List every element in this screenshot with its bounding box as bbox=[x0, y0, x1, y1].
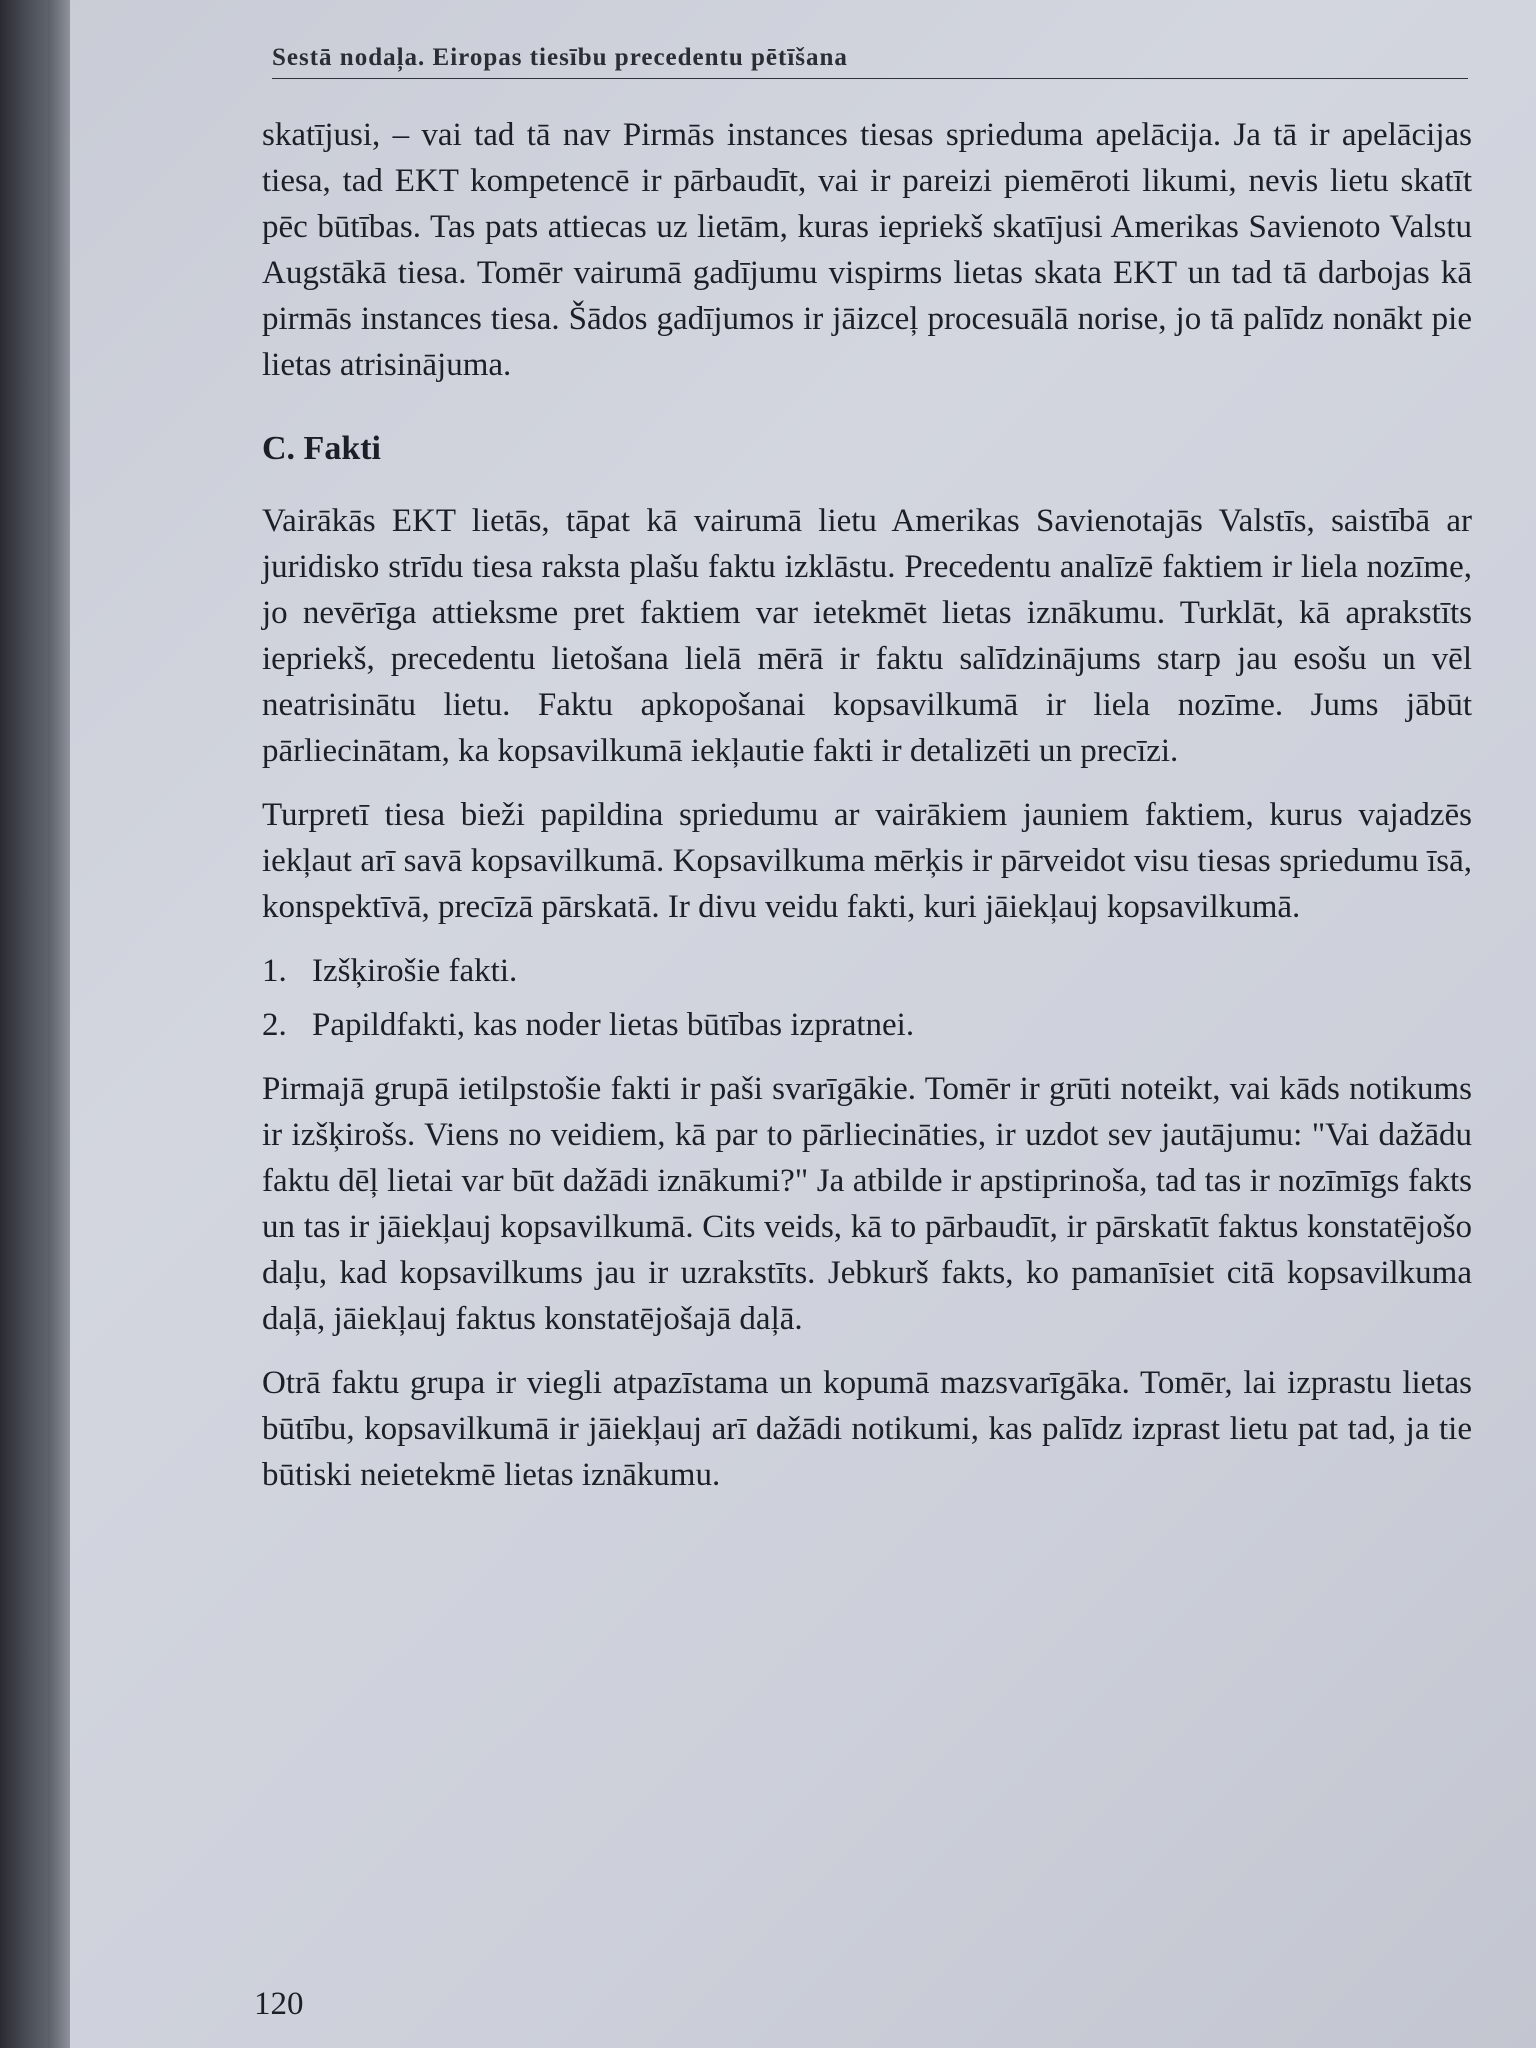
list-item bbox=[262, 1002, 1472, 1048]
list-item-text: Izšķirošie fakti. bbox=[312, 953, 518, 989]
page-body bbox=[262, 112, 1472, 1516]
paragraph-continued: skatījusi, – vai tad tā nav Pirmās instances tiesas sprieduma apelācija. Ja tā ir apelācijas tiesa, tad EKT kompetencē ir pārbaudīt, vai ir pareizi piemēroti likumi, nevis lietu skatīt pēc būtības. Tas pats attiecas uz lietām, kuras iepriekš skatījusi Amerikas Savienoto Valstu Augstākā tiesa. Tomēr vairumā gadījumu vispirms lietas skata EKT un tad tā darbojas kā pirmās instances tiesa. Šādos gadījumos ir jāizceļ procesuālā norise, jo tā palīdz nonākt pie lietas atrisinājuma. bbox=[262, 117, 1472, 383]
paragraph-facts-intro: Vairākās EKT lietās, tāpat kā vairumā lietu Amerikas Savienotajās Valstīs, saistībā ar juridisko strīdu tiesa raksta plašu faktu izklāstu. Precedentu analīzē faktiem ir liela nozīme, jo nevērīga attieksme pret faktiem var ietekmēt lietas iznākumu. Turklāt, kā aprakstīts iepriekš, precedentu lietošana lielā mērā ir faktu salīdzinājums starp jau esošu un vēl neatrisinātu lietu. Faktu apkopošanai kopsavilkumā ir liela nozīme. Jums jābūt pārliecinātam, ka kopsavilkumā iekļautie fakti ir detalizēti un precīzi. bbox=[262, 503, 1472, 769]
facts-list bbox=[262, 948, 1472, 1048]
page-number: 120 bbox=[254, 1986, 304, 2022]
list-item bbox=[262, 948, 1472, 994]
list-item-number: 1. bbox=[262, 953, 287, 989]
paragraph-first-group: Pirmajā grupā ietilpstošie fakti ir paši svarīgākie. Tomēr ir grūti noteikt, vai kāds notikums ir izšķirošs. Viens no veidiem, kā par to pārliecināties, ir uzdot sev jautājumu: "Vai dažādu faktu dēļ lietai var būt dažādi iznākumi?" Ja atbilde ir apstiprinoša, tad tas ir nozīmīgs fakts un tas ir jāiekļauj kopsavilkumā. Cits veids, kā to pārbaudīt, ir pārskatīt faktus konstatējošo daļu, kad kopsavilkums jau ir uzrakstīts. Jebkurš fakts, ko pamanīsiet citā kopsavilkuma daļā, jāiekļauj faktus konstatējošajā daļā. bbox=[262, 1071, 1472, 1337]
page-gutter bbox=[48, 0, 70, 2048]
running-header: Sestā nodaļa. Eiropas tiesību precedentu pētīšana bbox=[272, 44, 1468, 79]
list-item-text: Papildfakti, kas noder lietas būtības izpratnei. bbox=[312, 1007, 915, 1043]
list-item-number: 2. bbox=[262, 1007, 287, 1043]
paragraph-facts-types: Turpretī tiesa bieži papildina spriedumu ar vairākiem jauniem faktiem, kurus vajadzēs iekļaut arī savā kopsavilkumā. Kopsavilkuma mērķis ir pārveidot visu tiesas spriedumu īsā, konspektīvā, precīzā pārskatā. Ir divu veidu fakti, kuri jāiekļauj kopsavilkumā. bbox=[262, 797, 1472, 925]
paragraph-second-group: Otrā faktu grupa ir viegli atpazīstama un kopumā mazsvarīgāka. Tomēr, lai izprastu lietas būtību, kopsavilkumā ir jāiekļauj arī dažādi notikumi, kas palīdz izprast lietu pat tad, ja tie būtiski neietekmē lietas iznākumu. bbox=[262, 1365, 1472, 1493]
section-title: C. Fakti bbox=[262, 430, 381, 467]
